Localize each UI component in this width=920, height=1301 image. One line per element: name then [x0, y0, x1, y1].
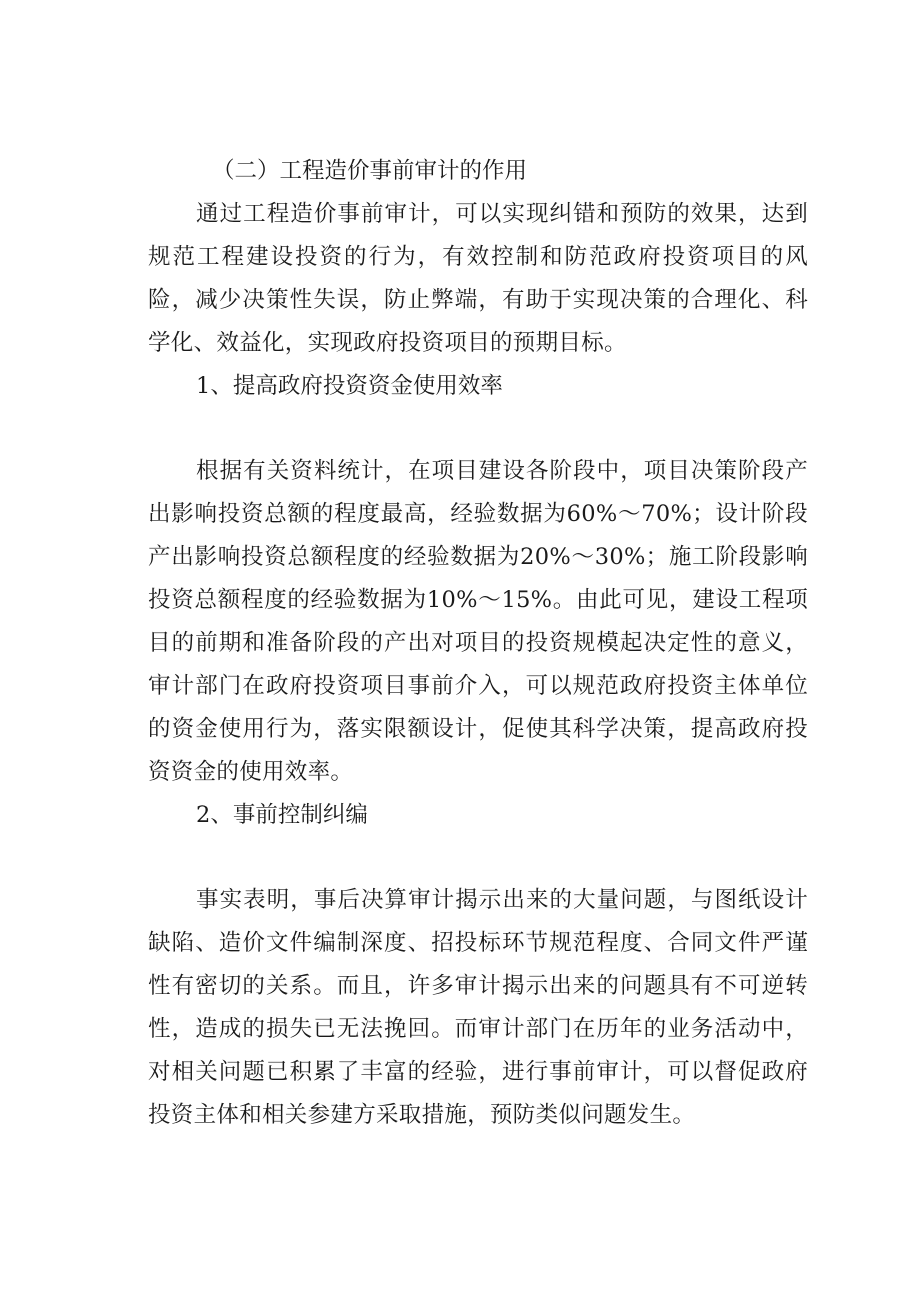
efficiency-paragraph: 根据有关资料统计，在项目建设各阶段中，项目决策阶段产出影响投资总额的程度最高，经验数据为60%～70%；设计阶段产出影响投资总额程度的经验数据为20%～30%；施工阶段影响投资总额程度的经验数据为10%～15%。由此可见，建设工程项目的前期和准备阶段的产出对项目的投资规模起决定性的意义，审计部门在政府投资项目事前介入，可以规范政府投资主体单位的资金使用行为，落实限额设计，促使其科学决策，提高政府投资资金的使用效率。: [148, 458, 808, 785]
subsection-heading-precontrol: 2、事前控制纠编: [196, 802, 368, 828]
subsection-heading-efficiency: 1、提高政府投资资金使用效率: [196, 373, 503, 399]
spacer: [148, 837, 808, 879]
document-body: [148, 150, 808, 1137]
section-heading: （二）工程造价事前审计的作用: [212, 158, 528, 184]
spacer: [148, 408, 808, 450]
precontrol-paragraph: 事实表明，事后决算审计揭示出来的大量问题，与图纸设计缺陷、造价文件编制深度、招投标环节规范程度、合同文件严谨性有密切的关系。而且，许多审计揭示出来的问题具有不可逆转性，造成的损失已无法挽回。而审计部门在历年的业务活动中，对相关问题已积累了丰富的经验，进行事前审计，可以督促政府投资主体和相关参建方采取措施，预防类似问题发生。: [148, 887, 808, 1128]
intro-paragraph: 通过工程造价事前审计，可以实现纠错和预防的效果，达到规范工程建设投资的行为，有效控制和防范政府投资项目的风险，减少决策性失误，防止弊端，有助于实现决策的合理化、科学化、效益化，实现政府投资项目的预期目标。: [148, 201, 808, 356]
